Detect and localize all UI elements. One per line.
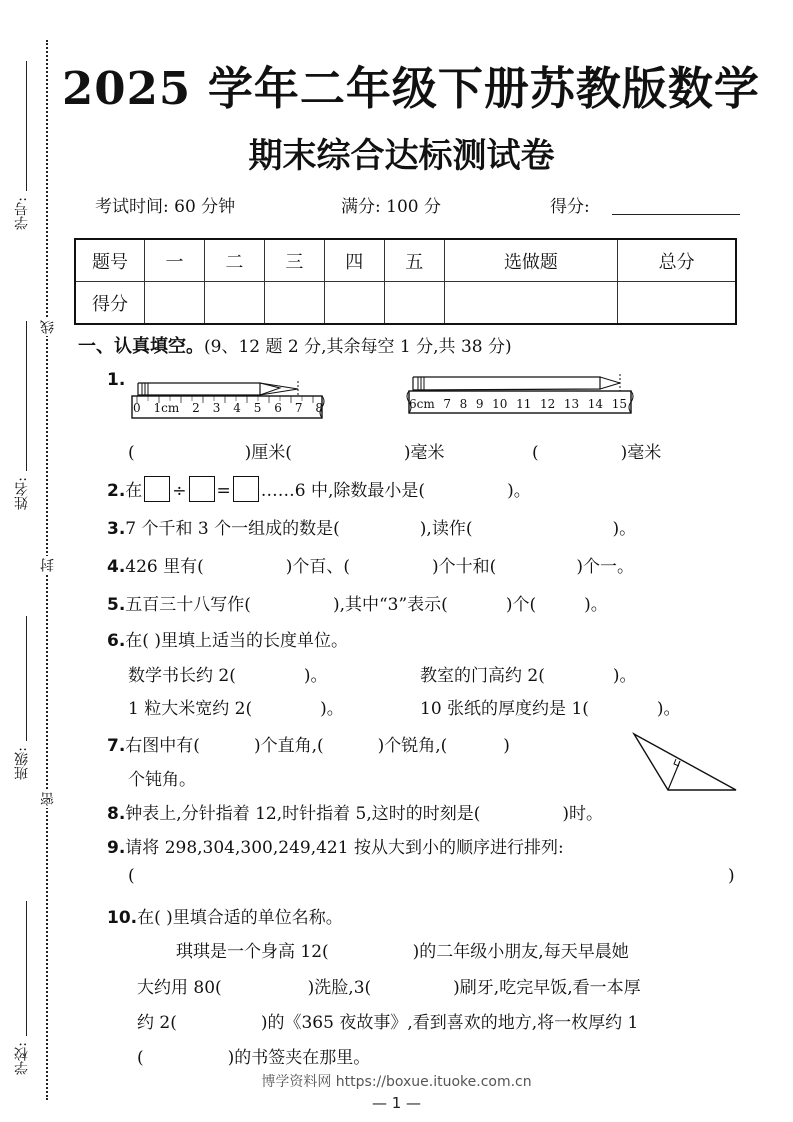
exam-time: 考试时间: 60 分钟 [95, 197, 236, 217]
table-cell: 三 [264, 239, 324, 282]
table-cell: 题号 [75, 239, 145, 282]
school-field[interactable] [12, 890, 32, 1075]
table-score-row [75, 282, 736, 325]
question-2: 2.在 ÷ = ……6 中,除数最小是( )。 [107, 476, 531, 502]
question-9-answer-blank[interactable] [145, 866, 725, 888]
ruler-1-labels: 0 1cm 2 3 4 5 6 7 8 [133, 401, 323, 415]
question-9: 9.请将 298,304,300,249,421 按从大到小的顺序进行排列: [107, 838, 564, 858]
ruler-figure-2 [405, 372, 640, 416]
table-cell: 总分 [618, 239, 736, 282]
student-id-label: 学号: [14, 197, 30, 230]
score-cell[interactable] [145, 282, 205, 325]
table-cell: 二 [204, 239, 264, 282]
question-7: 7.右图中有( )个直角,( )个锐角,( ) [107, 736, 510, 756]
ruler-2-labels: 6cm 7 8 9 10 11 12 13 14 15 [409, 397, 627, 411]
seal-word-line: 线 [40, 320, 56, 334]
question-6: 6.在( )里填上适当的长度单位。 [107, 631, 348, 651]
school-label: 学校: [14, 1042, 30, 1075]
question-7-line2: 个钝角。 [128, 770, 196, 790]
table-cell: 四 [324, 239, 384, 282]
triangle-figure [628, 728, 740, 796]
full-score: 满分: 100 分 [341, 197, 441, 217]
seal-word-seal: 封 [40, 558, 56, 572]
table-cell: 选做题 [444, 239, 618, 282]
section-title: 一、认真填空。 [78, 336, 204, 357]
name-line[interactable] [26, 321, 27, 471]
dividend-box[interactable] [144, 476, 170, 502]
score-table [74, 238, 737, 325]
class-line[interactable] [26, 616, 27, 741]
question-10: 10.在( )里填合适的单位名称。 [107, 908, 343, 928]
ruler-figure-1 [130, 378, 330, 420]
question-10-line4: ( )的书签夹在那里。 [137, 1048, 371, 1068]
name-field[interactable] [12, 310, 32, 510]
table-header-row [75, 239, 736, 282]
question-10-line3: 约 2( )的《365 夜故事》,看到喜欢的地方,将一枚厚约 1 [137, 1013, 639, 1033]
class-field[interactable] [12, 600, 32, 780]
score-cell[interactable] [264, 282, 324, 325]
name-label: 姓名: [14, 477, 30, 510]
question-5: 5.五百三十八写作( ),其中“3”表示( )个( )。 [107, 595, 608, 615]
class-label: 班级: [14, 747, 30, 780]
question-9-open-paren: ( [128, 866, 135, 886]
question-6-item: 1 粒大米宽约 2( )。 [128, 699, 344, 719]
question-4: 4.426 里有( )个百、( )个十和( )个一。 [107, 557, 634, 577]
table-cell: 一 [145, 239, 205, 282]
divisor-box[interactable] [189, 476, 215, 502]
question-1-answers: ( )厘米( )毫米 [128, 443, 445, 463]
question-8: 8.钟表上,分针指着 12,时针指着 5,这时的时刻是( )时。 [107, 804, 604, 824]
table-cell: 得分 [75, 282, 145, 325]
school-line[interactable] [26, 901, 27, 1036]
score-cell[interactable] [444, 282, 618, 325]
question-10-line2: 大约用 80( )洗脸,3( )刷牙,吃完早饭,看一本厚 [137, 978, 641, 998]
question-3: 3.7 个千和 3 个一组成的数是( ),读作( )。 [107, 519, 637, 539]
section-heading [78, 332, 512, 358]
question-1-answer-3: ( )毫米 [532, 443, 662, 463]
footer-watermark: 博学资料网 https://boxue.ituoke.com.cn [261, 1074, 532, 1090]
page-title: 2025 学年二年级下册苏教版数学 [62, 62, 760, 115]
score-cell[interactable] [204, 282, 264, 325]
score-cell[interactable] [618, 282, 736, 325]
score-cell[interactable] [324, 282, 384, 325]
score-input-line[interactable] [612, 214, 740, 215]
question-1-number: 1. [107, 370, 126, 390]
page-subtitle: 期末综合达标测试卷 [248, 136, 555, 176]
score-cell[interactable] [384, 282, 444, 325]
quotient-box[interactable] [233, 476, 259, 502]
question-6-item: 教室的门高约 2( )。 [420, 666, 637, 686]
question-9-close-paren: ) [728, 866, 735, 886]
page-number: — 1 — [371, 1094, 422, 1112]
question-10-line1: 琪琪是一个身高 12( )的二年级小朋友,每天早晨她 [176, 942, 629, 962]
table-cell: 五 [384, 239, 444, 282]
seal-word-secret: 密 [40, 792, 56, 806]
score-label: 得分: [550, 197, 590, 217]
question-6-item: 数学书长约 2( )。 [128, 666, 328, 686]
section-note: (9、12 题 2 分,其余每空 1 分,共 38 分) [204, 337, 512, 357]
question-6-item: 10 张纸的厚度约是 1( )。 [420, 699, 681, 719]
